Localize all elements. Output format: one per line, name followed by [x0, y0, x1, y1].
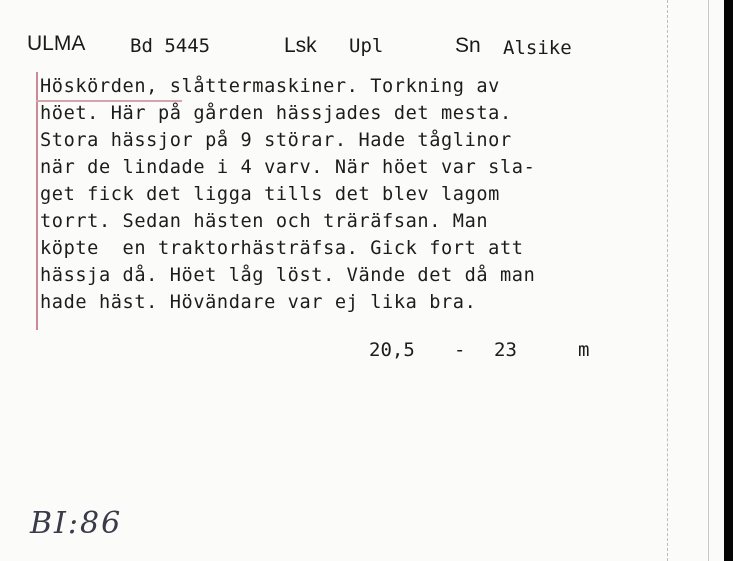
body-line: höet. Här på gården hässjades det mesta.: [40, 103, 512, 124]
card-fold-line: [667, 0, 668, 561]
margin-line: [36, 72, 38, 330]
body-line: torrt. Sedan hästen och träräfsan. Man: [40, 211, 489, 232]
card-edge-line: [708, 0, 709, 561]
county-value: Upl: [349, 35, 384, 57]
county-label: Lsk: [284, 34, 317, 57]
handwritten-code: BI:86: [30, 506, 123, 541]
body-line: när de lindade i 4 varv. När höet var sla-: [40, 157, 536, 178]
body-line: get fick det ligga tills det blev lagom: [40, 184, 500, 205]
parish-label: Sn: [455, 34, 481, 57]
body-line: Höskörden, slåttermaskiner. Torkning av: [40, 76, 500, 97]
body-line: hässja då. Höet låg löst. Vände det då man: [40, 265, 536, 286]
parish-value: Alsike: [503, 37, 572, 59]
body-line: köpte en traktorhästräfsa. Gick fort att: [40, 238, 524, 259]
scan-border: [724, 0, 733, 561]
measurement-unit: m: [578, 339, 590, 361]
body-line: Stora hässjor på 9 störar. Hade tåglinor: [40, 130, 512, 151]
measurement-to: 23: [494, 339, 517, 361]
volume-number: Bd 5445: [130, 35, 211, 57]
body-line: hade häst. Hövändare var ej lika bra.: [40, 292, 477, 313]
measurement-from: 20,5: [369, 339, 415, 361]
archive-name: ULMA: [27, 32, 86, 55]
underline-mark: [36, 100, 182, 102]
measurement-dash: -: [454, 339, 466, 361]
